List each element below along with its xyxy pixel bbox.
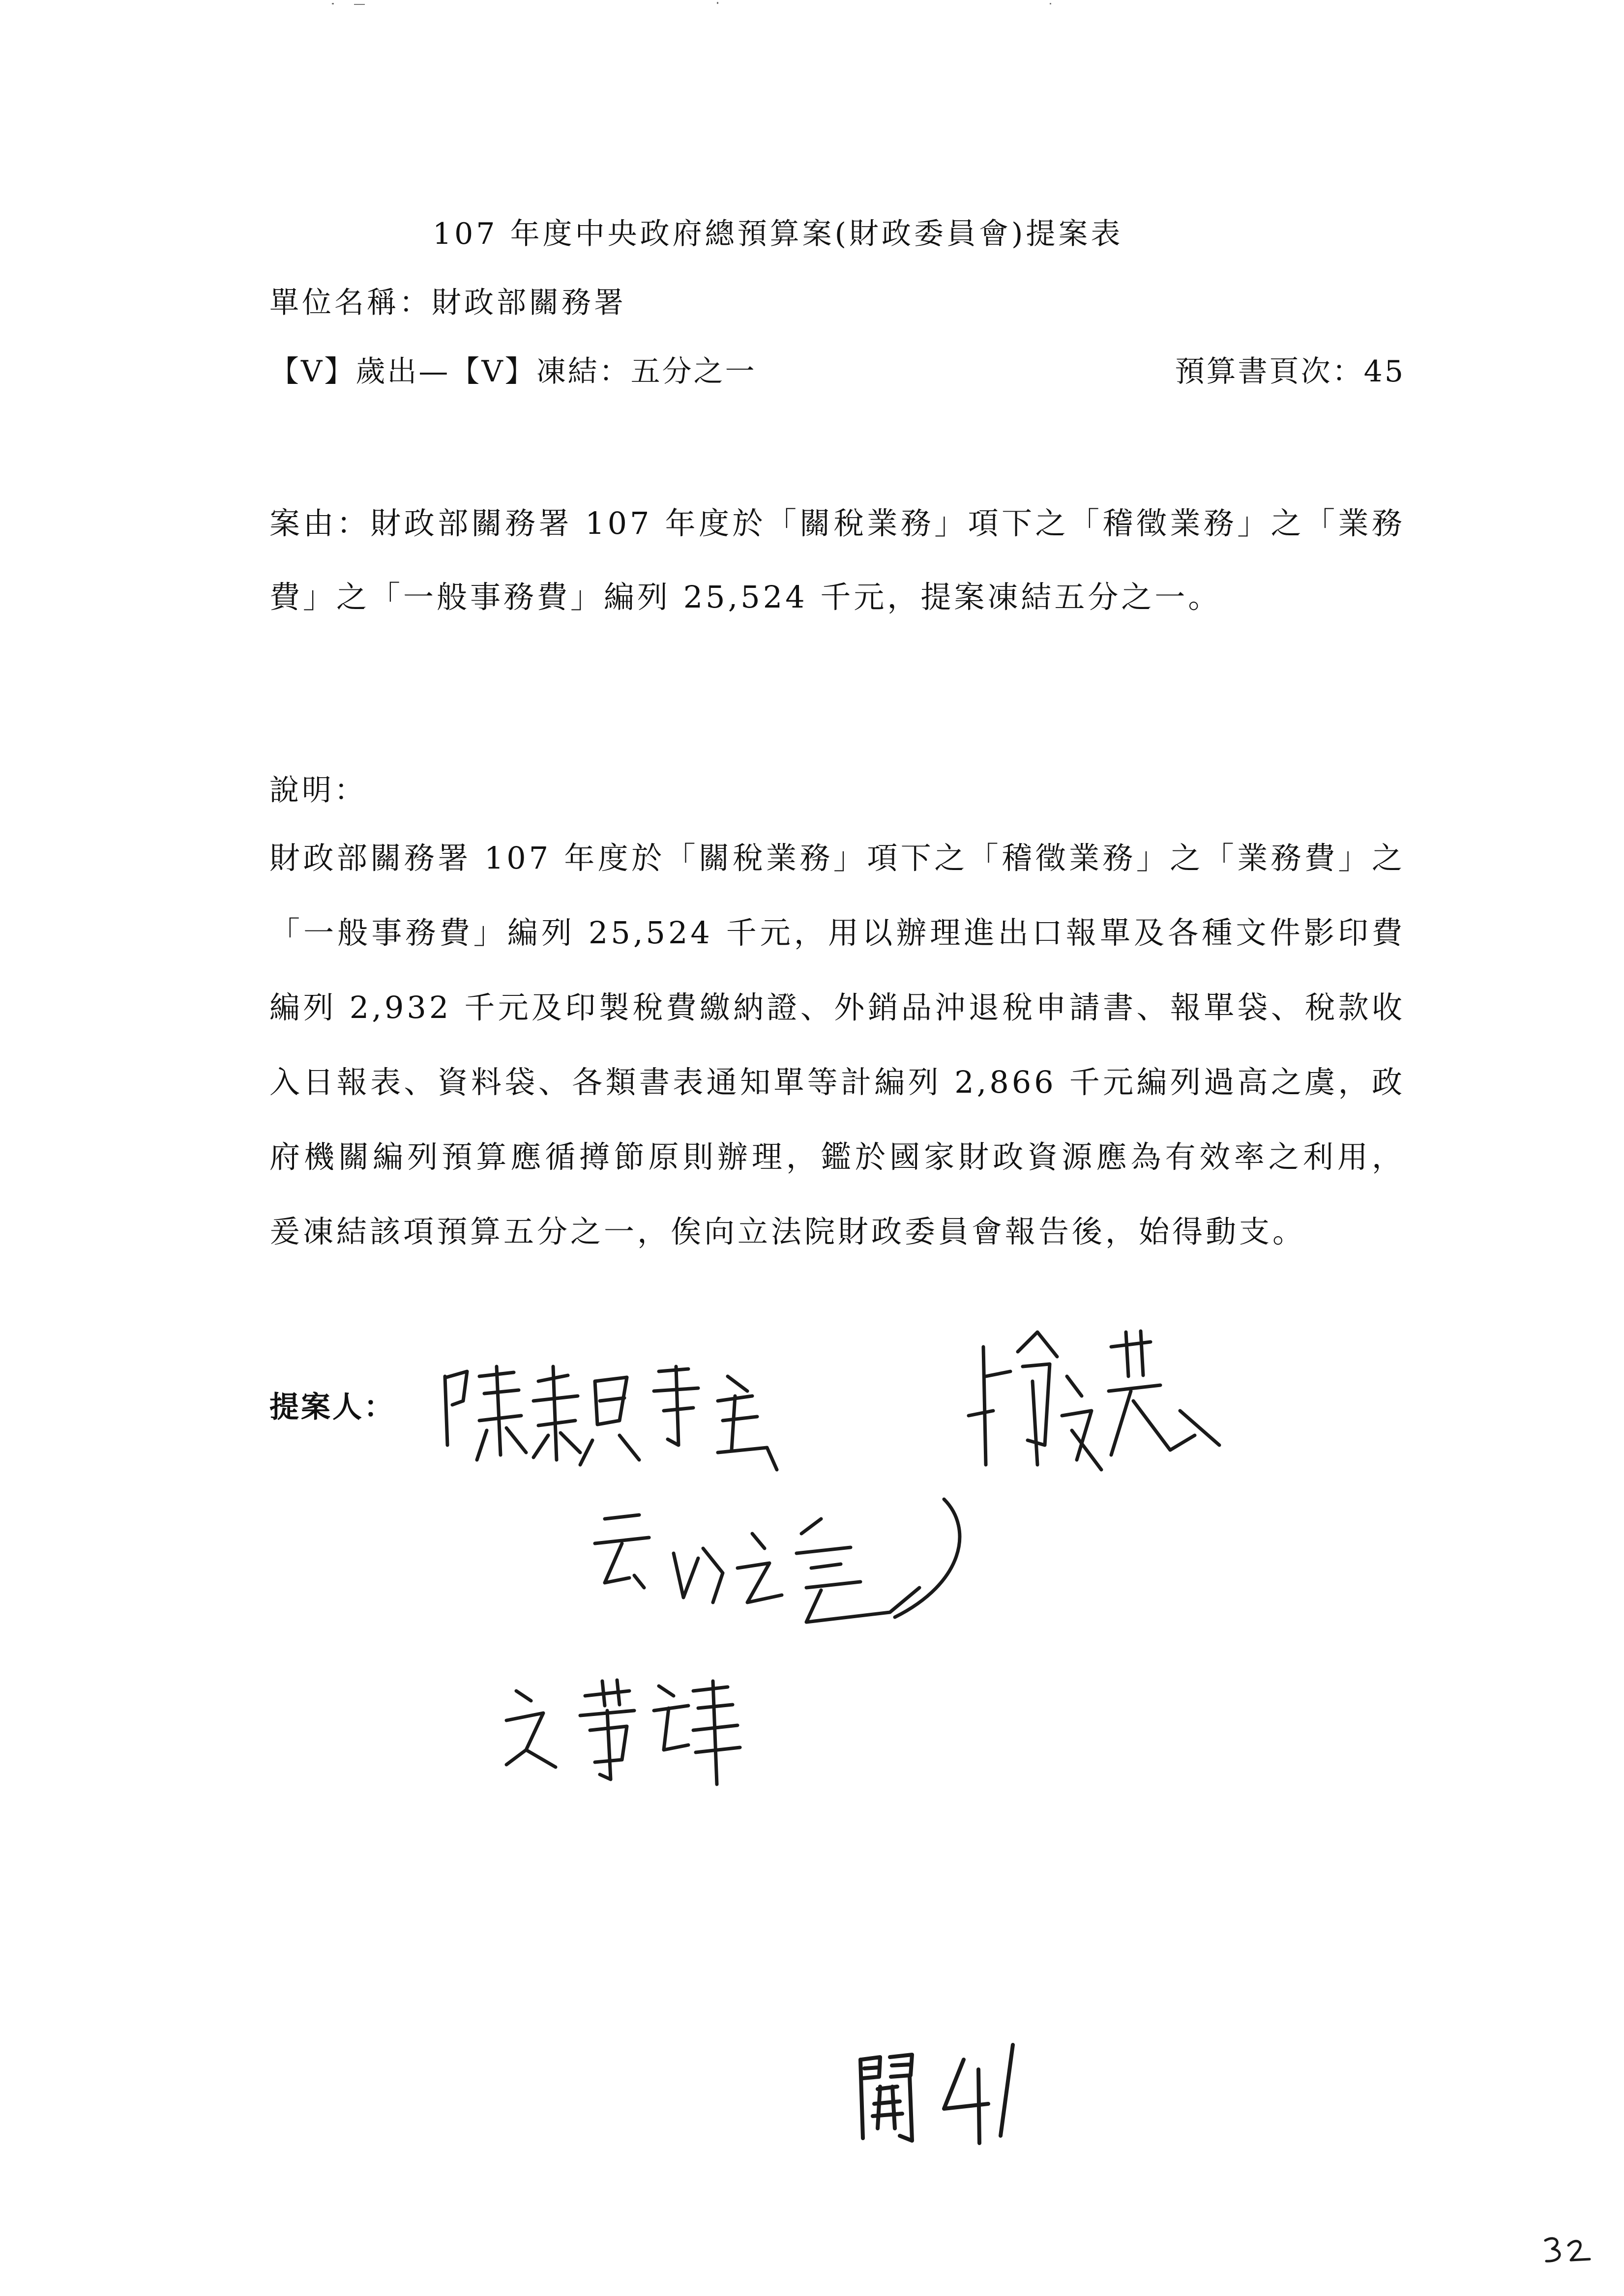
budget-page-reference: 預算書頁次：45 <box>1175 354 1405 389</box>
unit-name-line: 單位名稱：財政部關務署 <box>269 286 626 320</box>
handwritten-stamp <box>851 2030 1062 2148</box>
handwritten-page-number <box>1541 2232 1595 2273</box>
proposer-label: 提案人： <box>269 1390 395 1424</box>
handwritten-signature <box>433 1347 816 1480</box>
explanation-text: 財政部關務署 107 年度於「關稅業務」項下之「稽徵業務」之「業務費」之「一般事務費」編列 25,524 千元，用以辦理進出口報單及各種文件影印費編列 2,932 千元及印製稅費繳納證、外銷品沖退稅申請書、報單袋、稅款收入日報表、資料袋、各類書表通知單等計編列 2,866 千元編列過高之虞，政府機關編列預算應循撙節原則辦理，鑑於國家財政資源應為有效率之利用，爰凍結該項預算五分之一，俟向立法院財政委員會報告後，始得動支。 <box>269 840 1405 1250</box>
expenditure-freeze-flags: 【V】歲出—【V】凍結：五分之一 <box>269 354 757 389</box>
scan-mark <box>1050 3 1051 4</box>
case-section <box>269 487 1405 634</box>
handwritten-signature <box>575 1489 983 1627</box>
explanation-heading: 說明： <box>269 773 367 808</box>
scan-mark <box>717 2 718 4</box>
explanation-section <box>269 821 1405 1269</box>
scan-mark <box>354 4 365 5</box>
document-title: 107 年度中央政府總預算案(財政委員會)提案表 <box>433 217 1123 251</box>
scan-mark <box>332 3 334 4</box>
case-text: 案由：財政部關務署 107 年度於「關稅業務」項下之「稽徵業務」之「業務費」之「一般事務費」編列 25,524 千元，提案凍結五分之一。 <box>269 505 1405 615</box>
handwritten-signature <box>497 1661 772 1789</box>
handwritten-signature <box>964 1317 1239 1480</box>
